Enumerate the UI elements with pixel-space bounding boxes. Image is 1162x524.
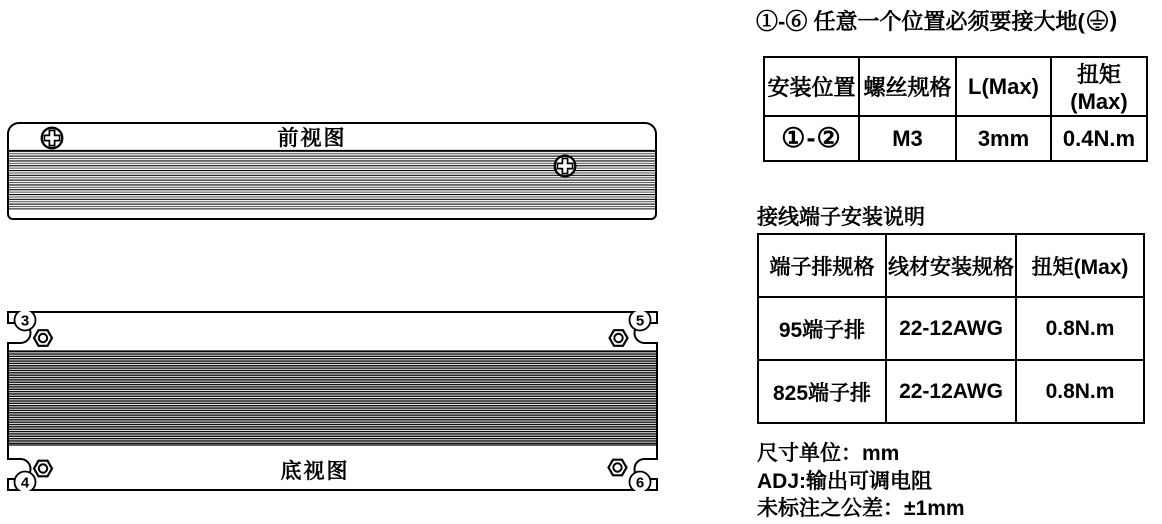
table-header-row [764,57,1147,116]
grounding-note-text: ①-⑥ 任意一个位置必须要接大地( [756,8,1085,34]
hex-nut-icon [610,330,628,346]
note-dimension-unit: 尺寸单位：mm [757,442,900,465]
table-cell-length-max: 3mm [956,116,1051,161]
grounding-requirement-note [756,5,1117,35]
hex-nut-icon [609,460,627,476]
table-cell-terminal-type: 95端子排 [758,297,886,360]
position-number: 3 [20,312,30,330]
phillips-screw-icon [42,128,63,149]
protective-earth-icon [1086,9,1109,32]
column-header: 扭矩(Max) [1051,57,1147,116]
table-cell-screw-spec: M3 [859,116,956,161]
column-header: 扭矩(Max) [1016,234,1144,297]
circled-number-icon [15,311,36,331]
table-row [764,116,1147,161]
column-header: 安装位置 [764,57,859,116]
note-tolerance: 未标注之公差：±1mm [757,497,965,520]
table-header-row [758,234,1144,297]
column-header: 端子排规格 [758,234,886,297]
hex-nut-icon [34,461,52,477]
note-adj-resistor: ADJ:输出可调电阻 [757,469,933,493]
table-cell-torque-max: 0.8N.m [1016,297,1144,360]
column-header: 螺丝规格 [859,57,956,116]
heatsink-fins [9,351,656,445]
table-cell-wire-spec: 22-12AWG [886,360,1016,423]
phillips-screw-icon [555,156,576,177]
column-header: 线材安装规格 [886,234,1016,297]
table-row [758,297,1144,360]
column-header: L(Max) [956,57,1051,116]
bottom-view-drawing [7,311,658,491]
front-view-label: 前视图 [277,127,347,150]
mount-spec-table [763,56,1148,162]
bottom-view-label: 底视图 [280,460,350,483]
table-cell-position-range: ①-② [764,116,859,161]
terminal-section-title: 接线端子安装说明 [757,206,925,229]
table-cell-torque-max: 0.8N.m [1016,360,1144,423]
table-row [758,360,1144,423]
circled-number-icon [630,472,651,492]
position-number: 6 [635,474,645,491]
position-number: 4 [20,474,30,491]
grounding-note-text: ) [1109,7,1118,32]
table-cell-wire-spec: 22-12AWG [886,297,1016,360]
drawing-notes [757,440,965,523]
hex-nut-icon [34,330,52,346]
circled-number-icon [630,311,651,331]
front-view-drawing [7,122,657,220]
position-number: 5 [635,312,645,330]
table-cell-terminal-type: 825端子排 [758,360,886,423]
circled-number-icon [15,472,36,492]
terminal-spec-table [757,233,1145,424]
table-cell-torque-max: 0.4N.m [1051,116,1147,161]
